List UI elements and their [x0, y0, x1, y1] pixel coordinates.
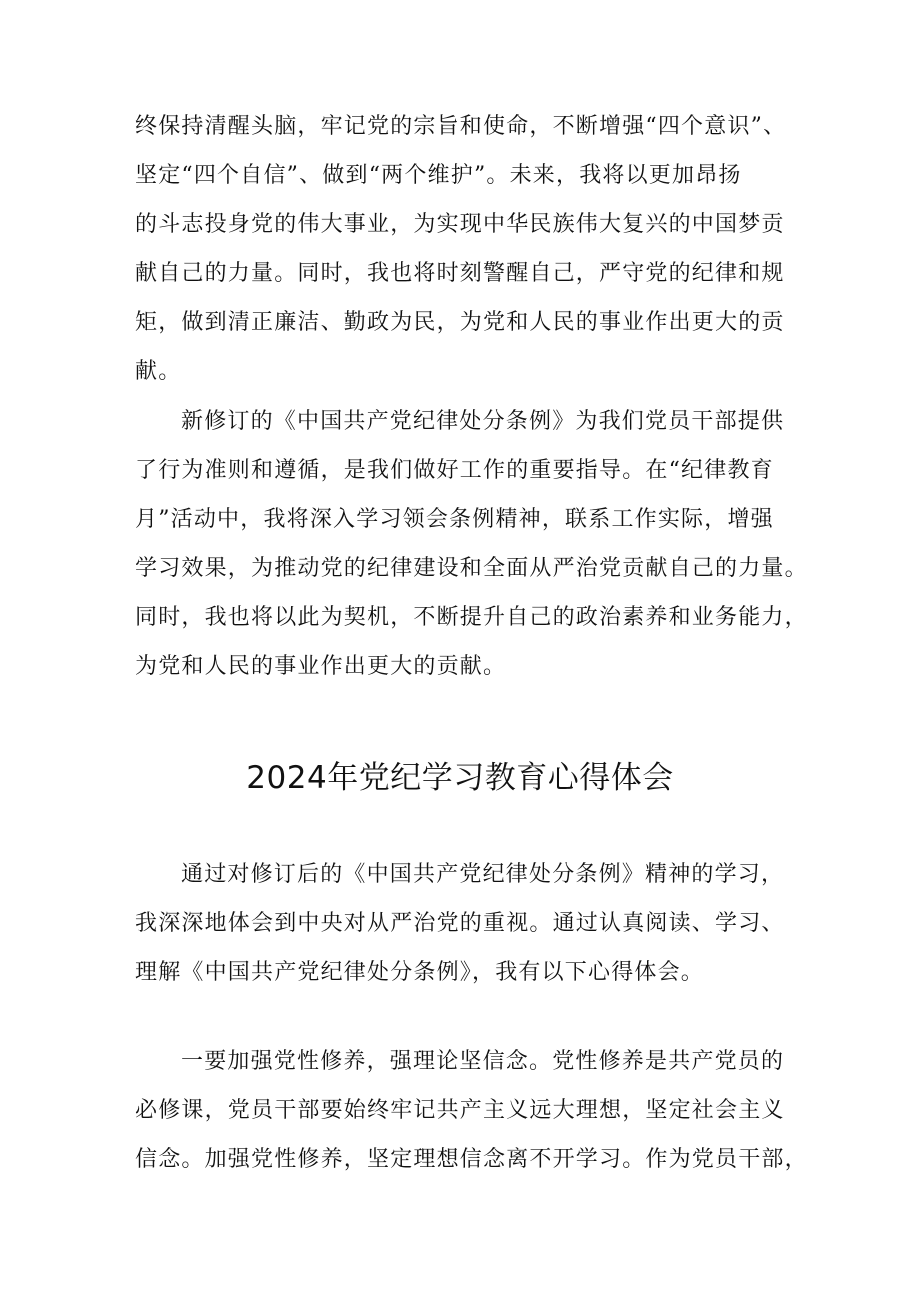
paragraph-regulation: [135, 397, 808, 691]
paragraph-line: 新修订的《中国共产党纪律处分条例》为我们党员干部提供: [181, 409, 785, 434]
paragraph-line: 一要加强党性修养，强理论坚信念。党性修养是共产党员的: [181, 1049, 785, 1074]
paragraph-line: 同时，我也将以此为契机，不断提升自己的政治素养和业务能力，: [135, 605, 808, 630]
paragraph-line: 学习效果，为推动党的纪律建设和全面从严治党贡献自己的力量。: [135, 556, 808, 581]
paragraph-line: 献自己的力量。同时，我也将时刻警醒自己，严守党的纪律和规: [135, 261, 785, 286]
paragraph-point-one: [135, 1037, 808, 1184]
paragraph-line: 我深深地体会到中央对从严治党的重视。通过认真阅读、学习、: [135, 911, 785, 936]
paragraph-line: 了行为准则和遵循，是我们做好工作的重要指导。在“纪律教育: [135, 458, 774, 483]
paragraph-line: 必修课，党员干部要始终牢记共产主义远大理想，坚定社会主义: [135, 1098, 785, 1123]
paragraph-intro: [135, 850, 800, 997]
paragraph-line: 坚定“四个自信”、做到“两个维护”。未来，我将以更加昂扬: [135, 163, 742, 188]
page-title: 2024年党纪学习教育心得体会: [246, 760, 674, 796]
paragraph-line: 的斗志投身党的伟大事业，为实现中华民族伟大复兴的中国梦贡: [135, 212, 785, 237]
paragraph-continuation: [135, 102, 800, 396]
paragraph-line: 矩，做到清正廉洁、勤政为民，为党和人民的事业作出更大的贡: [135, 310, 785, 335]
paragraph-line: 终保持清醒头脑，牢记党的宗旨和使命，不断增强“四个意识”、: [135, 114, 787, 139]
paragraph-line: 月”活动中，我将深入学习领会条例精神，联系工作实际，增强: [135, 507, 774, 532]
paragraph-line: 通过对修订后的《中国共产党纪律处分条例》精神的学习，: [181, 862, 785, 887]
paragraph-line: 理解《中国共产党纪律处分条例》，我有以下心得体会。: [135, 960, 705, 985]
paragraph-line: 献。: [135, 359, 182, 384]
paragraph-line: 为党和人民的事业作出更大的贡献。: [135, 654, 507, 679]
paragraph-line: 信念。加强党性修养，坚定理想信念离不开学习。作为党员干部，: [135, 1147, 808, 1172]
